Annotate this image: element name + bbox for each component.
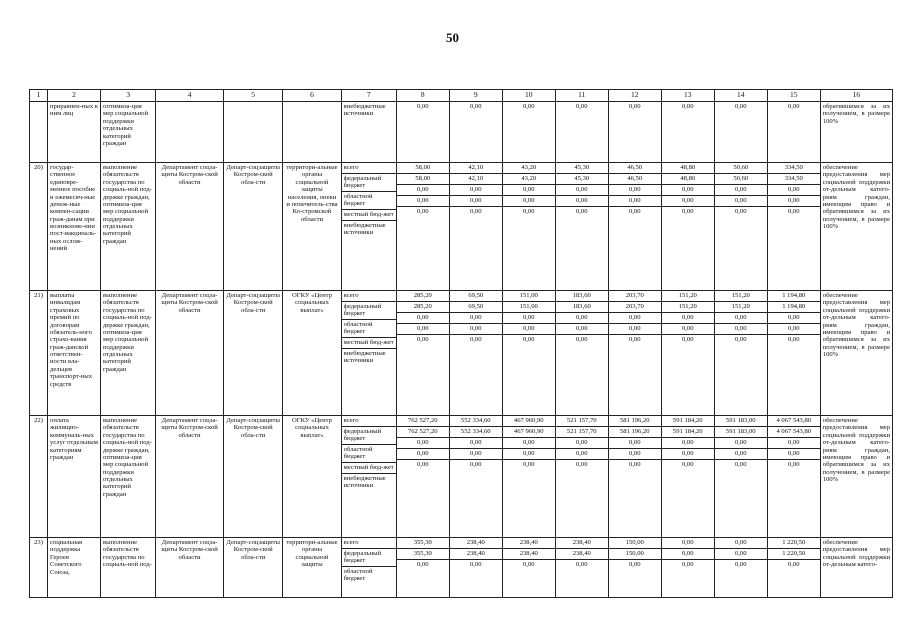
year-value-column [661, 416, 714, 538]
amount-value: 150,00 [609, 538, 661, 549]
co-executor [223, 102, 282, 163]
column-header: 7 [341, 90, 396, 102]
amount-value: 334,50 [768, 163, 820, 174]
amount-value: 0,00 [556, 185, 608, 196]
table-row [30, 102, 893, 163]
funding-source: внебюджетные источники [343, 221, 386, 236]
co-executor: Департ-соцзащиты Костром-ской обла-сти [223, 291, 282, 416]
amount-value: 0,00 [450, 185, 502, 196]
amount-value: 0,00 [681, 208, 694, 215]
column-header: 4 [156, 90, 224, 102]
amount-value: 355,30 [397, 549, 449, 560]
amount-value: 0,00 [469, 561, 482, 568]
funding-source: внебюджетные источники [343, 349, 386, 364]
amount-value: 151,20 [662, 302, 714, 313]
table-row [30, 416, 893, 538]
amount-value: 0,00 [609, 438, 661, 449]
funding-source: всего [342, 163, 396, 174]
amount-value: 0,00 [416, 461, 429, 468]
amount-value: 183,60 [556, 291, 608, 302]
funds-recipient: ОГКУ «Центр социальных выплат» [283, 416, 341, 538]
amount-value: 0,00 [416, 336, 429, 343]
year-value-column [396, 163, 449, 291]
amount-value: 0,00 [522, 561, 535, 568]
measure-goal: выполнение обязательств государства по социаль-ной под-держке граждан, оптимиза-ция мер социальной поддержки отдельных категорий граждан [101, 416, 156, 538]
year-value-column [608, 102, 661, 163]
amount-value: 58,00 [397, 174, 449, 185]
amount-value: 0,00 [734, 336, 747, 343]
amount-value: 0,00 [575, 103, 588, 110]
amount-value: 1 220,50 [768, 549, 820, 560]
responsible-executor: Департамент соцза-щиты Костром-ской области [156, 538, 224, 598]
amount-value: 0,00 [787, 561, 800, 568]
expected-result: обеспечение предоставления мер социальной поддержки от-дельным катего- [820, 538, 892, 598]
year-value-column [449, 163, 502, 291]
year-value-column [767, 102, 820, 163]
amount-value: 0,00 [469, 208, 482, 215]
amount-value: 0,00 [450, 313, 502, 324]
year-value-column [502, 102, 555, 163]
amount-value: 581 196,20 [609, 427, 661, 438]
program-table [29, 89, 893, 598]
amount-value: 4 067 543,80 [768, 416, 820, 427]
amount-value: 0,00 [681, 103, 694, 110]
measure-goal: выполнение обязательств государства по социаль-ной под-держке граждан, оптимиза-ция мер социальной поддержки отдельных категорий граждан [101, 163, 156, 291]
amount-value: 46,50 [609, 163, 661, 174]
amount-value: 0,00 [575, 461, 588, 468]
year-value-column [555, 291, 608, 416]
amount-value: 0,00 [575, 336, 588, 343]
amount-value: 46,50 [609, 174, 661, 185]
amount-value: 591 184,20 [662, 416, 714, 427]
measure-name: выплаты инвалидам страховых премий по договорам обязатель-ного страхо-вания граж-данской ответствен-ности вла-дельцев транспорт-ных средств [48, 291, 101, 416]
row-number [30, 102, 48, 163]
amount-value: 151,20 [662, 291, 714, 302]
amount-value: 0,00 [469, 103, 482, 110]
amount-value: 1 194,80 [768, 302, 820, 313]
amount-value: 0,00 [450, 196, 502, 207]
year-value-column [502, 163, 555, 291]
amount-value: 0,00 [556, 313, 608, 324]
amount-value: 591 184,20 [662, 427, 714, 438]
funding-sources [341, 291, 396, 416]
funds-recipient: территори-альные органы социальной защиты [283, 538, 341, 598]
amount-value: 0,00 [503, 449, 555, 460]
amount-value: 0,00 [556, 196, 608, 207]
funding-sources [341, 102, 396, 163]
amount-value: 0,00 [450, 324, 502, 335]
funding-source: всего [342, 291, 396, 302]
year-value-column [767, 416, 820, 538]
amount-value: 552 334,60 [450, 427, 502, 438]
expected-result: обеспечение предоставления мер социальной поддержки от-дельным катего-риям граждан, имеющим право и обратившимся за их получением, в размере 100% [820, 416, 892, 538]
responsible-executor [156, 102, 224, 163]
amount-value: 0,00 [715, 449, 767, 460]
table-row [30, 291, 893, 416]
measure-name: социальная поддержка Героев Советского Союза, [48, 538, 101, 598]
funding-source: федеральный бюджет [342, 174, 396, 192]
amount-value: 0,00 [768, 196, 820, 207]
year-value-column [449, 291, 502, 416]
column-header: 9 [449, 90, 502, 102]
amount-value: 150,00 [609, 549, 661, 560]
amount-value: 0,00 [715, 185, 767, 196]
amount-value: 4 067 543,80 [768, 427, 820, 438]
column-header: 8 [396, 90, 449, 102]
co-executor: Департ-соцзащиты Костром-ской обла-сти [223, 416, 282, 538]
year-value-column [661, 163, 714, 291]
amount-value: 0,00 [681, 561, 694, 568]
amount-value: 45,30 [556, 163, 608, 174]
amount-value: 0,00 [556, 438, 608, 449]
amount-value: 0,00 [397, 324, 449, 335]
responsible-executor: Департамент соцза-щиты Костром-ской области [156, 291, 224, 416]
amount-value: 0,00 [662, 313, 714, 324]
amount-value: 0,00 [503, 185, 555, 196]
amount-value: 238,40 [503, 538, 555, 549]
amount-value: 43,20 [503, 174, 555, 185]
amount-value: 0,00 [715, 196, 767, 207]
amount-value: 0,00 [609, 185, 661, 196]
amount-value: 0,00 [469, 461, 482, 468]
amount-value: 0,00 [397, 313, 449, 324]
funding-source: областной бюджет [343, 567, 373, 583]
year-value-column [608, 163, 661, 291]
co-executor: Департ-соцзащиты Костром-ской обла-сти [223, 163, 282, 291]
amount-value: 0,00 [628, 561, 641, 568]
amount-value: 0,00 [416, 561, 429, 568]
amount-value: 0,00 [787, 208, 800, 215]
amount-value: 0,00 [522, 208, 535, 215]
amount-value: 0,00 [787, 103, 800, 110]
amount-value: 0,00 [416, 208, 429, 215]
column-header: 5 [223, 90, 282, 102]
amount-value: 69,50 [450, 291, 502, 302]
amount-value: 0,00 [450, 438, 502, 449]
funding-source: областной бюджет [342, 320, 396, 338]
year-value-column [555, 102, 608, 163]
year-value-column [449, 416, 502, 538]
row-number: 23) [30, 538, 48, 598]
amount-value: 521 157,70 [556, 427, 608, 438]
amount-value: 0,00 [609, 196, 661, 207]
amount-value: 238,40 [503, 549, 555, 560]
amount-value: 0,00 [715, 549, 767, 560]
amount-value: 762 527,20 [397, 416, 449, 427]
expected-result: обеспечение предоставления мер социальной поддержки от-дельным катего-риям граждан, имеющим право и обратившимся за их получением, в размере 100% [820, 291, 892, 416]
amount-value: 0,00 [787, 336, 800, 343]
amount-value: 43,20 [503, 163, 555, 174]
measure-name: приравнен-ных к ним лиц [48, 102, 101, 163]
measure-name: оплата жилищно-коммуналь-ных услуг отдельным категориям граждан [48, 416, 101, 538]
expected-result: обеспечение предоставления мер социальной поддержки от-дельным катего-риям граждан, имеющим право и обратившимся за их получением, в размере 100% [820, 163, 892, 291]
amount-value: 0,00 [787, 461, 800, 468]
amount-value: 0,00 [734, 461, 747, 468]
amount-value: 45,30 [556, 174, 608, 185]
table-row [30, 538, 893, 598]
amount-value: 0,00 [662, 538, 714, 549]
amount-value: 0,00 [768, 449, 820, 460]
amount-value: 69,50 [450, 302, 502, 313]
amount-value: 467 960,90 [503, 416, 555, 427]
amount-value: 0,00 [628, 208, 641, 215]
amount-value: 58,00 [397, 163, 449, 174]
year-value-column [608, 538, 661, 598]
amount-value: 0,00 [397, 438, 449, 449]
column-header: 12 [608, 90, 661, 102]
responsible-executor: Департамент соцза-щиты Костром-ской области [156, 163, 224, 291]
co-executor: Департ-соцзащиты Костром-ской обла-сти [223, 538, 282, 598]
amount-value: 0,00 [715, 438, 767, 449]
amount-value: 591 183,00 [715, 427, 767, 438]
amount-value: 0,00 [503, 438, 555, 449]
amount-value: 0,00 [522, 336, 535, 343]
year-value-column [555, 416, 608, 538]
year-value-column [396, 416, 449, 538]
year-value-column [608, 291, 661, 416]
year-value-column [555, 163, 608, 291]
funds-recipient: ОГКУ «Центр социальных выплат» [283, 291, 341, 416]
funding-source: внебюджетные источники [343, 103, 386, 118]
amount-value: 0,00 [609, 449, 661, 460]
amount-value: 0,00 [397, 449, 449, 460]
funding-source: местный бюд-жет [342, 338, 396, 349]
year-value-column [767, 538, 820, 598]
amount-value: 0,00 [768, 313, 820, 324]
amount-value: 48,80 [662, 163, 714, 174]
amount-value: 0,00 [575, 208, 588, 215]
row-number: 22) [30, 416, 48, 538]
amount-value: 238,40 [556, 538, 608, 549]
amount-value: 50,60 [715, 174, 767, 185]
year-value-column [396, 102, 449, 163]
amount-value: 0,00 [734, 103, 747, 110]
amount-value: 355,30 [397, 538, 449, 549]
column-header: 1 [30, 90, 48, 102]
year-value-column [396, 538, 449, 598]
year-value-column [449, 538, 502, 598]
amount-value: 0,00 [469, 336, 482, 343]
amount-value: 0,00 [503, 313, 555, 324]
amount-value: 183,60 [556, 302, 608, 313]
amount-value: 0,00 [575, 561, 588, 568]
amount-value: 0,00 [397, 185, 449, 196]
measure-goal: выполнение обязательств государства по социаль-ной под- [101, 538, 156, 598]
column-header: 14 [714, 90, 767, 102]
year-value-column [714, 102, 767, 163]
amount-value: 151,00 [503, 302, 555, 313]
year-value-column [502, 538, 555, 598]
amount-value: 0,00 [628, 461, 641, 468]
funding-sources [341, 163, 396, 291]
amount-value: 0,00 [662, 549, 714, 560]
year-value-column [714, 291, 767, 416]
year-value-column [714, 538, 767, 598]
funding-source: федеральный бюджет [342, 427, 396, 445]
amount-value: 0,00 [450, 449, 502, 460]
year-value-column [767, 163, 820, 291]
expected-result: обратившимся за их получением, в размере 100% [820, 102, 892, 163]
funding-source: всего [342, 416, 396, 427]
row-number: 20) [30, 163, 48, 291]
amount-value: 285,20 [397, 302, 449, 313]
funding-source: областной бюджет [342, 445, 396, 463]
column-header: 16 [820, 90, 892, 102]
amount-value: 0,00 [662, 449, 714, 460]
amount-value: 0,00 [522, 103, 535, 110]
amount-value: 0,00 [662, 324, 714, 335]
amount-value: 238,40 [450, 538, 502, 549]
amount-value: 0,00 [628, 103, 641, 110]
measure-goal: оптимиза-ция мер социальной поддержки отдельных категорий граждан [101, 102, 156, 163]
amount-value: 0,00 [715, 538, 767, 549]
amount-value: 0,00 [556, 324, 608, 335]
amount-value: 0,00 [556, 449, 608, 460]
amount-value: 203,70 [609, 302, 661, 313]
funding-source: всего [342, 538, 396, 549]
amount-value: 0,00 [609, 313, 661, 324]
amount-value: 50,60 [715, 163, 767, 174]
table-row [30, 163, 893, 291]
page-number: 50 [446, 30, 459, 45]
amount-value: 285,20 [397, 291, 449, 302]
funding-sources [341, 538, 396, 598]
amount-value: 0,00 [681, 461, 694, 468]
amount-value: 0,00 [662, 185, 714, 196]
column-header: 15 [767, 90, 820, 102]
amount-value: 0,00 [734, 208, 747, 215]
amount-value: 0,00 [609, 324, 661, 335]
funding-source: областной бюджет [342, 192, 396, 210]
year-value-column [608, 416, 661, 538]
amount-value: 591 183,00 [715, 416, 767, 427]
amount-value: 0,00 [662, 438, 714, 449]
amount-value: 151,20 [715, 302, 767, 313]
amount-value: 0,00 [734, 561, 747, 568]
amount-value: 467 960,90 [503, 427, 555, 438]
amount-value: 0,00 [715, 313, 767, 324]
amount-value: 762 527,20 [397, 427, 449, 438]
amount-value: 203,70 [609, 291, 661, 302]
column-header: 6 [283, 90, 341, 102]
year-value-column [396, 291, 449, 416]
year-value-column [714, 163, 767, 291]
funds-recipient [283, 102, 341, 163]
measure-goal: выполнение обязательств государства по социаль-ной под-держке граждан, оптимиза-ция мер социальной поддержки отдельных категорий граждан [101, 291, 156, 416]
amount-value: 552 334,60 [450, 416, 502, 427]
amount-value: 48,80 [662, 174, 714, 185]
funds-recipient: территори-альные органы социальной защиты населения, опеки и попечитель-ства Ко-стромской области [283, 163, 341, 291]
funding-source: федеральный бюджет [342, 549, 396, 567]
amount-value: 0,00 [397, 196, 449, 207]
amount-value: 0,00 [662, 196, 714, 207]
column-header: 10 [502, 90, 555, 102]
measure-name: государ-ственное единовре-менное пособие и ежемесяч-ные денеж-ные компен-сации граж-данам при возникнове-нии пост-вакциналь-ных ослож-нений [48, 163, 101, 291]
amount-value: 238,40 [556, 549, 608, 560]
amount-value: 1 194,80 [768, 291, 820, 302]
row-number: 21) [30, 291, 48, 416]
amount-value: 0,00 [768, 324, 820, 335]
amount-value: 0,00 [681, 336, 694, 343]
funding-source: федеральный бюджет [342, 302, 396, 320]
amount-value: 521 157,70 [556, 416, 608, 427]
amount-value: 334,50 [768, 174, 820, 185]
amount-value: 238,40 [450, 549, 502, 560]
year-value-column [714, 416, 767, 538]
amount-value: 42,10 [450, 174, 502, 185]
amount-value: 0,00 [715, 324, 767, 335]
funding-sources [341, 416, 396, 538]
year-value-column [661, 291, 714, 416]
column-number-row [30, 90, 893, 102]
funding-source: местный бюд-жет [342, 463, 396, 474]
year-value-column [502, 416, 555, 538]
amount-value: 0,00 [416, 103, 429, 110]
year-value-column [767, 291, 820, 416]
amount-value: 0,00 [768, 185, 820, 196]
amount-value: 0,00 [503, 196, 555, 207]
amount-value: 151,00 [503, 291, 555, 302]
amount-value: 1 220,50 [768, 538, 820, 549]
year-value-column [661, 538, 714, 598]
responsible-executor: Департамент соцза-щиты Костром-ской области [156, 416, 224, 538]
year-value-column [502, 291, 555, 416]
amount-value: 581 196,20 [609, 416, 661, 427]
amount-value: 0,00 [768, 438, 820, 449]
amount-value: 0,00 [503, 324, 555, 335]
column-header: 3 [101, 90, 156, 102]
year-value-column [449, 102, 502, 163]
amount-value: 151,20 [715, 291, 767, 302]
year-value-column [661, 102, 714, 163]
amount-value: 42,10 [450, 163, 502, 174]
funding-source: внебюджетные источники [343, 474, 386, 489]
column-header: 11 [555, 90, 608, 102]
year-value-column [555, 538, 608, 598]
amount-value: 0,00 [628, 336, 641, 343]
column-header: 13 [661, 90, 714, 102]
column-header: 2 [48, 90, 101, 102]
amount-value: 0,00 [522, 461, 535, 468]
funding-source: местный бюд-жет [342, 210, 396, 221]
